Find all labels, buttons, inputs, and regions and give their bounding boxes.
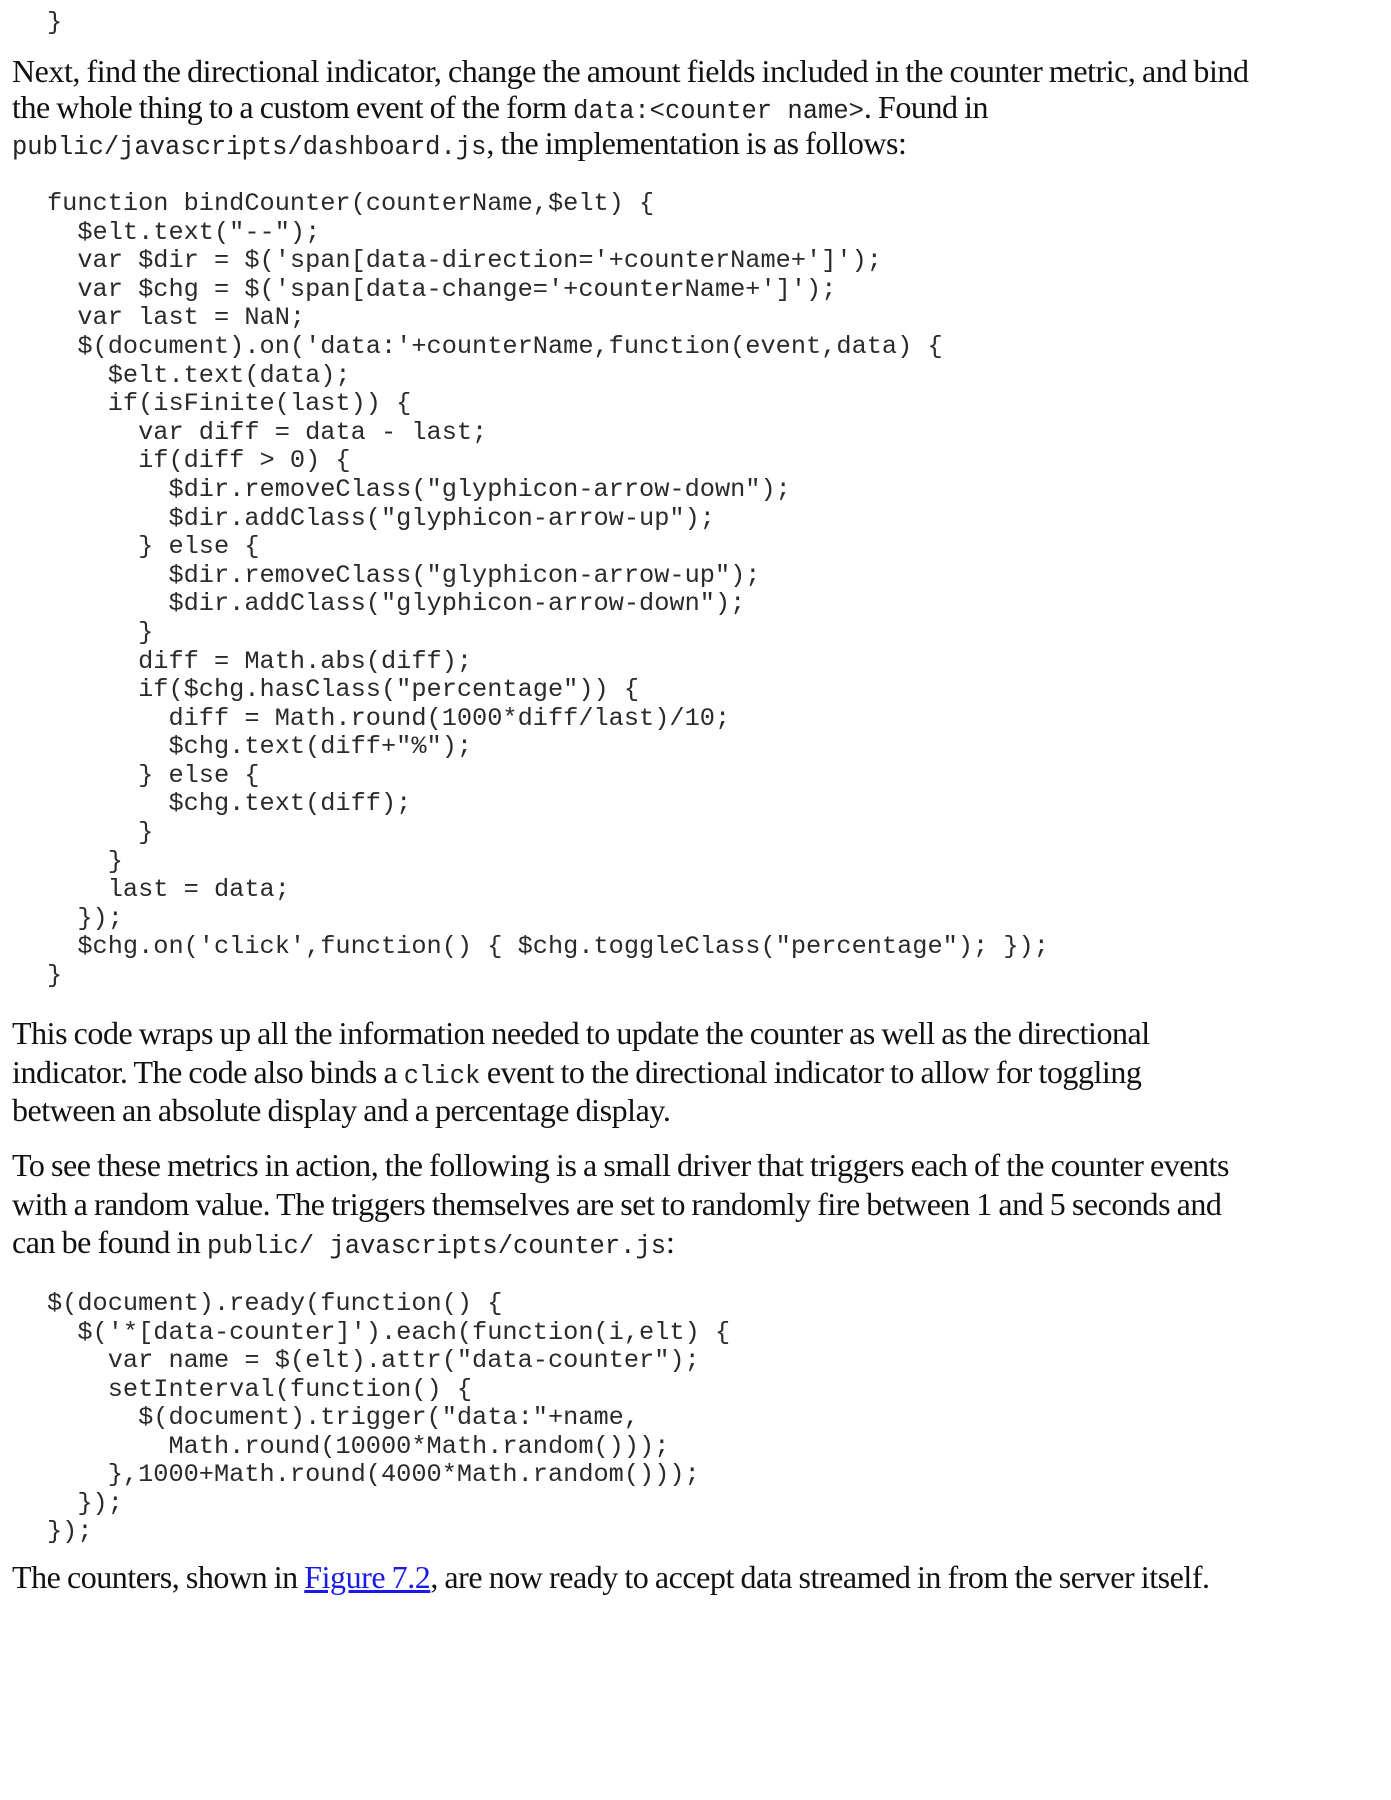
code-line: var $dir = $('span[data-direction='+counterName+']'); [47,246,882,276]
text-run: The counters, shown in [12,1559,305,1595]
code-line: } [47,961,63,991]
code-block-counter-driver [47,1290,730,1547]
code-line: $elt.text("--"); [47,217,321,247]
paragraph-conclusion [12,1558,1210,1597]
code-line: $(document).trigger("data:"+name, [47,1403,640,1432]
code-line: if($chg.hasClass("percentage")) { [47,675,640,705]
code-fragment-closing-brace [47,9,62,38]
paragraph-line: between an absolute display and a percentage display. [12,1092,671,1128]
paragraph-line [12,1053,1150,1092]
code-line: }); [47,903,123,933]
paragraph-line: To see these metrics in action, the following is a small driver that triggers each of the counter events [12,1147,1229,1183]
paragraph-line [12,125,1249,161]
code-line: } else { [47,532,260,562]
code-line: $('*[data-counter]').each(function(i,elt) { [47,1317,731,1347]
code-line: $(document).on('data:'+counterName,function(event,data) { [47,331,943,361]
code-line: $dir.addClass("glyphicon-arrow-up"); [47,503,715,533]
text-run: , are now ready to accept data streamed in from the server itself. [430,1559,1210,1595]
code-line: diff = Math.round(1000*diff/last)/10; [47,703,731,733]
code-line: $chg.on('click',function() { $chg.toggleClass("percentage"); }); [47,932,1049,962]
code-line: }); [47,1488,123,1518]
paragraph-line [12,1558,1210,1597]
paragraph-intro [12,53,1249,161]
code-block-bind-counter [47,190,1049,991]
code-line: last = data; [47,875,290,905]
paragraph-line: This code wraps up all the information needed to update the counter as well as the directional [12,1015,1150,1051]
code-line: $dir.removeClass("glyphicon-arrow-down"); [47,474,791,504]
text-run: , the implementation is as follows: [486,125,907,161]
text-run: can be found in [12,1224,207,1260]
code-line: $chg.text(diff+"%"); [47,732,473,762]
code-line: } [47,617,154,647]
code-line: function bindCounter(counterName,$elt) { [47,189,655,218]
figure-7-2-link[interactable]: Figure 7.2 [304,1559,431,1595]
code-line: } [47,818,154,848]
code-line: } [47,846,123,876]
paragraph-driver [12,1146,1229,1262]
code-line: } else { [47,760,260,790]
text-run: indicator. The code also binds a [12,1053,404,1090]
paragraph-line [12,89,1249,125]
code-line: $elt.text(data); [47,360,351,390]
inline-code-event-name: data:<counter name> [573,97,864,126]
code-line: } [47,8,63,37]
code-line: }); [47,1517,93,1546]
code-line: var name = $(elt).attr("data-counter"); [47,1346,700,1375]
paragraph-line [12,1223,1229,1262]
code-line: var diff = data - last; [47,417,488,447]
code-line: },1000+Math.round(4000*Math.random())); [47,1460,700,1489]
code-line: $(document).ready(function() { [47,1289,503,1318]
code-line: $chg.text(diff); [47,789,412,819]
text-run: . Found in [863,89,989,125]
code-line: $dir.addClass("glyphicon-arrow-down"); [47,589,746,619]
inline-code-file-path: public/javascripts/dashboard.js [12,133,487,162]
code-line: Math.round(10000*Math.random())); [47,1431,670,1461]
paragraph-line: with a random value. The triggers themselves are set to randomly fire between 1 and 5 seconds and [12,1185,1222,1222]
text-run: the whole thing to a custom event of the form [12,89,574,125]
code-line: if(diff > 0) { [47,446,351,476]
code-line: if(isFinite(last)) { [47,389,412,419]
code-line: diff = Math.abs(diff); [47,646,473,676]
text-run: event to the directional indicator to allow for toggling [480,1053,1142,1090]
code-line: $dir.removeClass("glyphicon-arrow-up"); [47,560,761,590]
inline-code-file-path: public/ javascripts/counter.js [206,1232,667,1261]
code-line: var $chg = $('span[data-change='+counterName+']'); [47,274,837,304]
code-line: setInterval(function() { [47,1374,473,1404]
code-line: var last = NaN; [47,303,306,333]
paragraph-explanation [12,1014,1150,1130]
text-run: : [666,1224,675,1260]
inline-code-click: click [403,1061,481,1091]
paragraph-line: Next, find the directional indicator, change the amount fields included in the counter metric, and bind [12,53,1249,89]
